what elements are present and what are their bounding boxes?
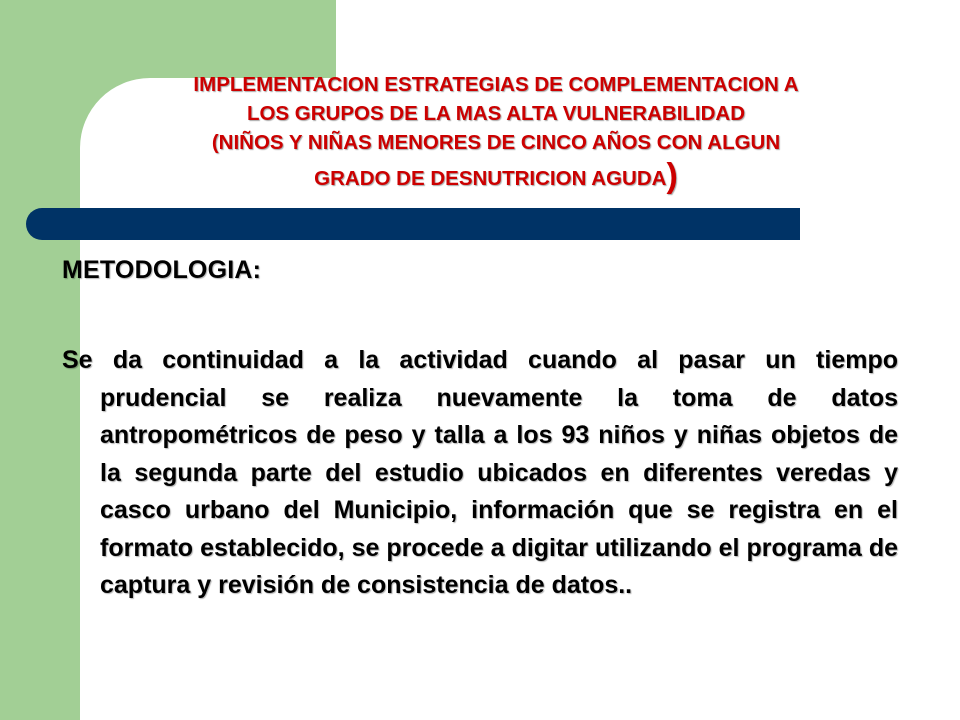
section-heading: METODOLOGIA:: [62, 256, 262, 284]
title-line-3: (NIÑOS Y NIÑAS MENORES DE CINCO AÑOS CON ALGUN: [211, 131, 781, 154]
title-line-4: GRADO DE DESNUTRICION AGUDA: [314, 167, 667, 190]
title-line-4-wrapper: [96, 157, 896, 195]
body-paragraph: Se da continuidad a la actividad cuando al pasar un tiempo prudencial se realiza nuevamente la toma de datos antropométricos de peso y talla a los 93 niños y niñas objetos de la segunda parte del estudio ubicados en diferentes veredas y casco urbano del Municipio, información que se registra en el formato establecido, se procede a digitar utilizando el programa de captura y revisión de consistencia de datos..: [62, 346, 898, 599]
title-divider-bar: [26, 208, 800, 240]
title-close-paren: ): [666, 157, 678, 195]
slide-title: [96, 70, 896, 193]
title-line-1: IMPLEMENTACION ESTRATEGIAS DE COMPLEMENTACION A: [193, 73, 799, 96]
title-line-2: LOS GRUPOS DE LA MAS ALTA VULNERABILIDAD: [246, 102, 746, 125]
